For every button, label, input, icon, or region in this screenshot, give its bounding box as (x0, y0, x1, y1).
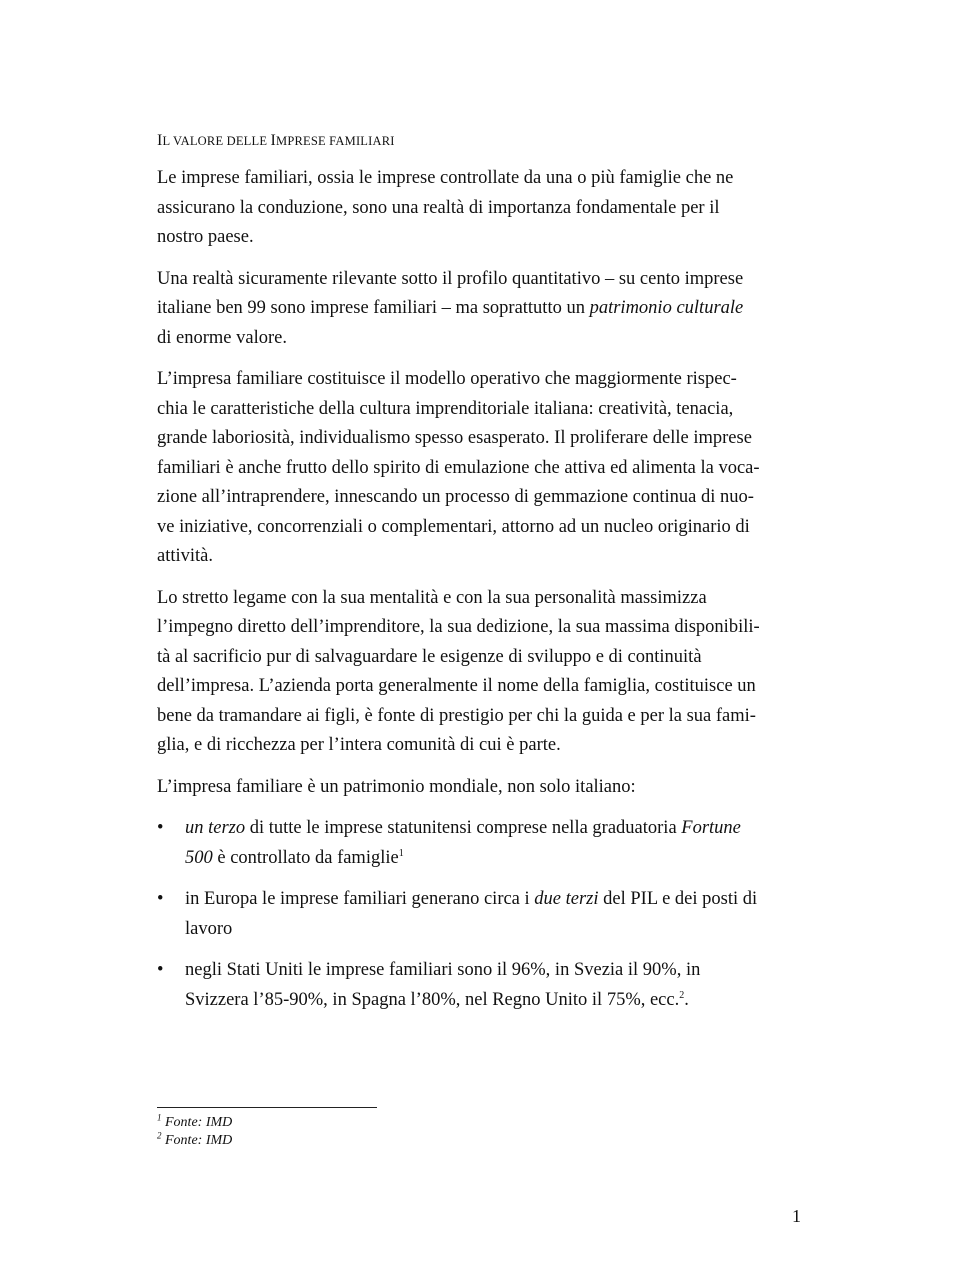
paragraph-2 (157, 265, 805, 354)
text-line: bene da tramandare ai figli, è fonte di prestigio per chi la guida e per la sua fami- (157, 705, 756, 726)
text-line: l’impegno diretto dell’imprenditore, la sua dedizione, la sua massima disponibili- (157, 617, 760, 637)
footnote-item (157, 1132, 232, 1150)
text-run: di tutte le imprese statunitensi comprese nella graduatoria (245, 818, 682, 838)
text-run: Svizzera l’85-90%, in Spagna l’80%, nel Regno Unito il 75%, ecc. (185, 989, 680, 1010)
text-run: . (684, 989, 689, 1010)
footnote-divider (157, 1107, 377, 1108)
bullet-icon: • (157, 818, 164, 838)
text-line: Lo stretto legame con la sua mentalità e con la sua personalità massimizza (157, 587, 707, 608)
footnote-item (157, 1114, 232, 1132)
text-run: in Europa le imprese familiari generano circa i (185, 889, 535, 909)
footnote-number: 2 (157, 1130, 162, 1141)
text-line: grande laboriosità, individualismo spesso esasperato. Il proliferare delle imprese (157, 428, 752, 448)
text-line: L’impresa familiare costituisce il modello operativo che maggiormente rispec- (157, 369, 737, 389)
paragraph-4 (157, 584, 805, 761)
text-run: è controllato da famiglie (212, 847, 399, 868)
text-line: chia le caratteristiche della cultura imprenditoriale italiana: creatività, tenacia, (157, 398, 734, 419)
bullet-icon: • (157, 960, 164, 980)
heading-cap-1: I (157, 132, 163, 149)
heading-smallcaps-1: L VALORE DELLE (162, 134, 271, 148)
text-run: italiane ben 99 sono imprese familiari – ma soprattutto un (157, 298, 590, 318)
text-line (185, 814, 805, 844)
text-line: assicurano la conduzione, sono una realtà di importanza fondamentale per il (157, 197, 720, 218)
text-line: ve iniziative, concorrenziali o complementari, attorno ad un nucleo originario di (157, 516, 750, 537)
bullet-list (157, 814, 805, 1015)
list-item (157, 885, 805, 944)
italic-phrase: patrimonio culturale (589, 298, 744, 318)
heading-smallcaps-2: MPRESE FAMILIARI (276, 134, 395, 148)
italic-phrase: Fortune (681, 818, 741, 838)
text-line: familiari è anche frutto dello spirito di emulazione che attiva ed alimenta la voca- (157, 457, 760, 478)
text-line: Le imprese familiari, ossia le imprese controllate da una o più famiglie che ne (157, 168, 734, 188)
bullet-icon: • (157, 889, 164, 909)
text-line: nostro paese. (157, 227, 254, 247)
footnote-ref[interactable]: 2 (679, 989, 685, 1001)
text-line: dell’impresa. L’azienda porta generalmente il nome della famiglia, costituisce un (157, 676, 756, 696)
text-line (185, 885, 805, 915)
text-line (157, 294, 805, 324)
italic-phrase: 500 (185, 847, 213, 868)
text-line: tà al sacrificio pur di salvaguardare le esigenze di sviluppo e di continuità (157, 646, 702, 667)
text-line (185, 986, 805, 1016)
italic-phrase: un terzo (185, 818, 246, 838)
footnote-text: Fonte: IMD (161, 1133, 233, 1148)
section-heading (157, 132, 395, 150)
text-line (185, 844, 805, 874)
page-number: 1 (792, 1206, 801, 1226)
text-line: attività. (157, 546, 213, 566)
document-body (157, 164, 805, 1027)
text-run: del PIL e dei posti di (598, 889, 758, 909)
paragraph-5 (157, 773, 805, 803)
paragraph-1 (157, 164, 805, 253)
footnotes (157, 1114, 232, 1150)
text-line: di enorme valore. (157, 327, 287, 348)
list-item (157, 956, 805, 1015)
heading-cap-2: I (270, 132, 277, 149)
footnote-text: Fonte: IMD (161, 1115, 233, 1130)
text-line: Una realtà sicuramente rilevante sotto il profilo quantitativo – su cento imprese (157, 268, 744, 289)
italic-phrase: due terzi (534, 889, 599, 909)
footnote-number: 1 (157, 1112, 162, 1123)
list-item (157, 814, 805, 873)
text-line: zione all’intraprendere, innescando un processo di gemmazione continua di nuo- (157, 487, 754, 507)
text-line: negli Stati Uniti le imprese familiari sono il 96%, in Svezia il 90%, in (185, 960, 701, 980)
paragraph-3 (157, 365, 805, 572)
text-line: lavoro (185, 918, 233, 939)
text-line: glia, e di ricchezza per l’intera comunità di cui è parte. (157, 735, 561, 755)
text-line: L’impresa familiare è un patrimonio mondiale, non solo italiano: (157, 776, 636, 797)
footnote-ref[interactable]: 1 (398, 847, 404, 859)
